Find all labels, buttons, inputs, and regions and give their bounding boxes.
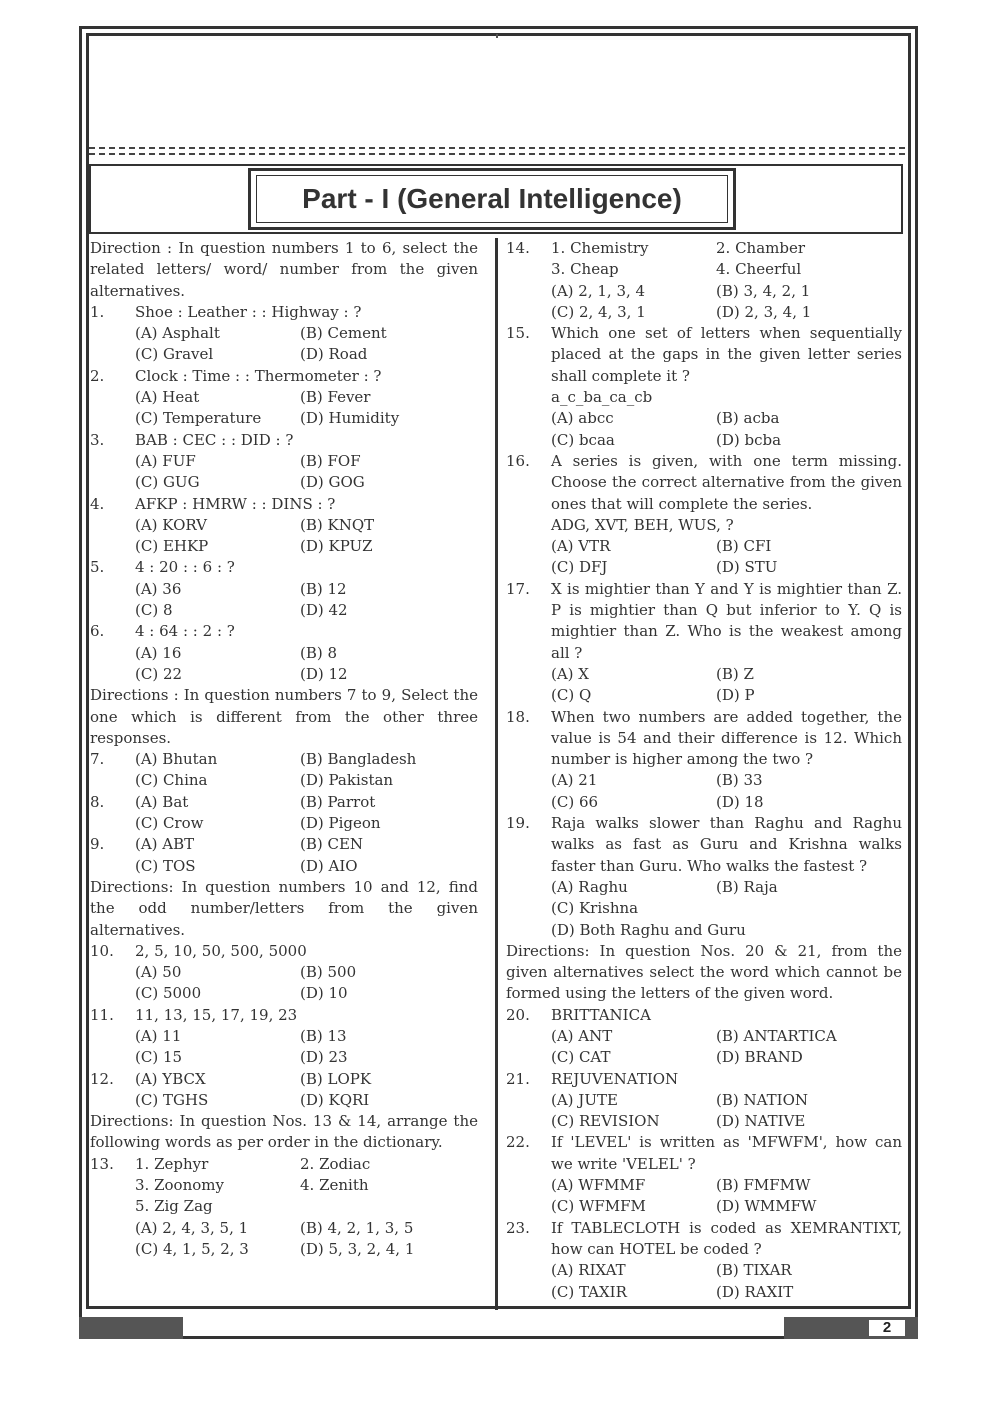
answer-option: (D) STU xyxy=(716,558,778,577)
question-items xyxy=(551,238,902,281)
answer-option: (B) Fever xyxy=(300,388,371,407)
question-text: BAB : CEC : : DID : ? xyxy=(135,430,294,449)
answer-option: (C) DFJ xyxy=(551,558,608,577)
answer-options xyxy=(90,643,478,686)
answer-option: (C) 5000 xyxy=(135,984,202,1003)
question-stem xyxy=(90,1154,478,1218)
question-block xyxy=(90,557,478,621)
question-text: Which one set of letters when sequentially placed at the gaps in the given letter series shall complete it ? xyxy=(551,324,902,385)
answer-option: (A) Raghu xyxy=(551,877,628,896)
question-block xyxy=(506,579,902,707)
question-stem xyxy=(90,430,478,451)
answer-option: (D) bcba xyxy=(716,430,782,449)
answer-option: (D) Humidity xyxy=(300,409,400,428)
question-options xyxy=(135,792,478,835)
question-item: 5. Zig Zag xyxy=(135,1197,213,1216)
answer-option: (D) 42 xyxy=(300,601,348,620)
question-block xyxy=(90,494,478,558)
answer-option: (C) Gravel xyxy=(135,345,214,364)
question-stem xyxy=(506,813,902,877)
question-block xyxy=(506,1069,902,1133)
answer-option: (D) 18 xyxy=(716,792,764,811)
question-block xyxy=(506,238,902,323)
letter-series: ADG, XVT, BEH, WUS, ? xyxy=(551,515,734,534)
answer-options xyxy=(90,451,478,494)
question-block xyxy=(90,430,478,494)
answer-option: (B) Bangladesh xyxy=(300,750,417,769)
question-stem xyxy=(506,323,902,387)
question-block xyxy=(506,1218,902,1303)
question-number: 18. xyxy=(506,707,530,726)
answer-option: (A) 11 xyxy=(135,1026,182,1045)
question-number: 22. xyxy=(506,1133,530,1152)
answer-option: (A) ABT xyxy=(135,835,195,854)
answer-option: (A) YBCX xyxy=(135,1069,206,1088)
answer-options xyxy=(506,770,902,813)
question-text: A series is given, with one term missing. Choose the correct alternative from the given ones that will complete the series. xyxy=(551,451,902,513)
question-stem xyxy=(506,1132,902,1175)
question-text: Clock : Time : : Thermometer : ? xyxy=(135,366,382,385)
page-number: 2 xyxy=(869,1320,905,1336)
answer-options xyxy=(90,962,478,1005)
answer-option: (D) GOG xyxy=(300,473,365,492)
answer-option: (A) X xyxy=(551,664,589,683)
answer-options xyxy=(506,1090,902,1133)
answer-option: (C) WFMFM xyxy=(551,1197,646,1216)
answer-options xyxy=(506,1260,902,1303)
answer-option: (A) 2, 4, 3, 5, 1 xyxy=(135,1218,249,1237)
question-number: 14. xyxy=(506,239,530,257)
answer-option: (D) P xyxy=(716,686,755,705)
answer-option: (A) 21 xyxy=(551,771,598,790)
answer-option: (C) TOS xyxy=(135,856,196,875)
question-stem xyxy=(90,834,478,877)
question-number: 7. xyxy=(90,750,105,769)
answer-option: (B) ANTARTICA xyxy=(716,1026,837,1045)
answer-option: (D) 12 xyxy=(300,664,348,683)
answer-option: (C) bcaa xyxy=(551,430,615,449)
answer-option: (A) JUTE xyxy=(551,1090,618,1109)
answer-option: (B) Parrot xyxy=(300,792,376,811)
answer-option: (B) 4, 2, 1, 3, 5 xyxy=(300,1218,414,1237)
question-block xyxy=(90,1069,478,1112)
answer-options xyxy=(506,1175,902,1218)
question-stem xyxy=(90,1069,478,1112)
question-number: 8. xyxy=(90,792,105,811)
question-text: 4 : 20 : : 6 : ? xyxy=(135,558,235,577)
answer-option: (C) 66 xyxy=(551,792,599,811)
question-stem xyxy=(90,494,478,515)
answer-option: (A) KORV xyxy=(135,515,207,534)
answer-option: (A) Asphalt xyxy=(135,324,220,343)
question-block xyxy=(506,1132,902,1217)
question-block xyxy=(90,834,478,877)
answer-option: (D) BRAND xyxy=(716,1048,803,1067)
answer-option: (B) 33 xyxy=(716,771,763,790)
answer-option: (D) Pigeon xyxy=(300,814,381,833)
question-number: 19. xyxy=(506,814,530,833)
answer-option: (C) Temperature xyxy=(135,409,262,428)
question-stem xyxy=(506,451,902,515)
answer-option: (A) 50 xyxy=(135,963,182,982)
directions-text: Direction : In question numbers 1 to 6, select the related letters/ word/ number from the given alternatives. xyxy=(90,239,478,300)
answer-option: (A) VTR xyxy=(551,537,611,556)
question-number: 23. xyxy=(506,1218,530,1237)
answer-option: (D) Pakistan xyxy=(300,771,394,790)
question-stem xyxy=(90,366,478,387)
answer-options xyxy=(90,1218,478,1261)
answer-option: (C) 8 xyxy=(135,601,173,620)
question-stem xyxy=(506,707,902,771)
answer-option: (A) 36 xyxy=(135,579,182,598)
answer-option: (C) TAXIR xyxy=(551,1282,627,1301)
answer-option: (B) 8 xyxy=(300,643,338,662)
question-block xyxy=(506,1005,902,1069)
question-stem xyxy=(506,238,902,281)
question-number: 15. xyxy=(506,324,530,343)
answer-option: (B) CEN xyxy=(300,835,364,854)
question-text: When two numbers are added together, the value is 54 and their difference is 12. Which number is higher among the two ? xyxy=(551,707,902,769)
question-item: 1. Zephyr xyxy=(135,1154,209,1173)
question-stem xyxy=(90,792,478,835)
answer-option: (D) NATIVE xyxy=(716,1112,806,1131)
answer-option: (D) KQRI xyxy=(300,1090,370,1109)
answer-options xyxy=(90,323,478,366)
answer-option: (C) China xyxy=(135,771,208,790)
answer-option: (B) FMFMW xyxy=(716,1176,811,1195)
question-stem xyxy=(506,1218,902,1261)
question-block xyxy=(90,1005,478,1069)
question-stem xyxy=(90,621,478,642)
answer-option: (D) WMMFW xyxy=(716,1197,817,1216)
question-block xyxy=(506,813,902,941)
directions-text: Directions: In question Nos. 13 & 14, arrange the following words as per order in the dictionary. xyxy=(90,1112,478,1152)
question-number: 5. xyxy=(90,558,105,577)
question-number: 4. xyxy=(90,494,105,513)
question-item: 4. Zenith xyxy=(300,1176,369,1195)
question-block xyxy=(90,366,478,430)
question-stem xyxy=(506,1005,902,1026)
question-text: AFKP : HMRW : : DINS : ? xyxy=(135,494,336,513)
question-number: 12. xyxy=(90,1069,114,1088)
answer-option: (A) 16 xyxy=(135,643,182,662)
answer-option: (B) Cement xyxy=(300,324,387,343)
answer-option: (B) NATION xyxy=(716,1090,808,1109)
question-text: BRITTANICA xyxy=(551,1005,651,1024)
question-number: 11. xyxy=(90,1005,114,1024)
answer-option-row xyxy=(506,920,902,941)
answer-options xyxy=(90,387,478,430)
question-stem xyxy=(90,302,478,323)
answer-option: (B) Z xyxy=(716,664,754,683)
question-number: 2. xyxy=(90,366,105,385)
question-item: 2. Chamber xyxy=(716,239,806,257)
answer-option: (C) EHKP xyxy=(135,537,209,556)
question-number: 17. xyxy=(506,579,530,598)
answer-option: (D) KPUZ xyxy=(300,537,373,556)
answer-option: (C) CAT xyxy=(551,1048,611,1067)
answer-options xyxy=(506,1026,902,1069)
answer-option: (B) FOF xyxy=(300,451,361,470)
answer-options xyxy=(90,579,478,622)
answer-options xyxy=(506,877,902,920)
answer-option: (D) 23 xyxy=(300,1048,348,1067)
question-number: 6. xyxy=(90,622,105,641)
right-question-column xyxy=(506,238,902,1303)
question-options xyxy=(135,834,478,877)
question-text: If 'LEVEL' is written as 'MFWFM', how can we write 'VELEL' ? xyxy=(551,1133,902,1173)
answer-options xyxy=(90,515,478,558)
top-tick-mark xyxy=(496,34,498,38)
directions-text: Directions: In question Nos. 20 & 21, from the given alternatives select the word which cannot be formed using the letters of the given word. xyxy=(506,941,902,1003)
header-dashed-rule-bottom xyxy=(89,153,905,155)
answer-option: (B) LOPK xyxy=(300,1069,372,1088)
answer-option: (D) AIO xyxy=(300,856,358,875)
question-number: 10. xyxy=(90,941,114,960)
question-text: If TABLECLOTH is coded as XEMRANTIXT, how can HOTEL be coded ? xyxy=(551,1218,902,1258)
section-title: Part - I (General Intelligence) xyxy=(256,175,728,223)
question-text: REJUVENATION xyxy=(551,1069,679,1088)
left-question-column xyxy=(90,238,478,1260)
answer-options xyxy=(90,1026,478,1069)
question-options xyxy=(135,749,478,792)
question-block xyxy=(90,941,478,1005)
question-block xyxy=(90,1154,478,1260)
question-number: 20. xyxy=(506,1005,530,1024)
question-block xyxy=(90,302,478,366)
header-dashed-rule-top xyxy=(89,147,905,149)
question-number: 3. xyxy=(90,430,105,449)
answer-option: (A) abcc xyxy=(551,409,614,428)
question-text: 4 : 64 : : 2 : ? xyxy=(135,622,235,641)
answer-option: (C) Krishna xyxy=(551,899,639,918)
answer-option: (D) Both Raghu and Guru xyxy=(551,920,746,939)
answer-option: (A) ANT xyxy=(551,1026,613,1045)
answer-option: (B) CFI xyxy=(716,537,772,556)
answer-option: (B) acba xyxy=(716,409,780,428)
question-number: 21. xyxy=(506,1069,530,1088)
question-text: 11, 13, 15, 17, 19, 23 xyxy=(135,1005,298,1024)
answer-option: (C) 15 xyxy=(135,1048,183,1067)
question-block xyxy=(90,792,478,835)
answer-options xyxy=(506,408,902,451)
answer-option: (C) 4, 1, 5, 2, 3 xyxy=(135,1239,249,1258)
question-items xyxy=(135,1154,478,1218)
answer-option: (B) TIXAR xyxy=(716,1261,792,1280)
answer-option: (D) 10 xyxy=(300,984,348,1003)
question-text: X is mightier than Y and Y is mightier than Z. P is mightier than Q but inferior to Y. Q is mightier than Z. Who is the weakest among all ? xyxy=(551,579,902,662)
question-text: Shoe : Leather : : Highway : ? xyxy=(135,302,362,321)
answer-option: (A) Bhutan xyxy=(135,750,218,769)
question-block xyxy=(90,621,478,685)
question-stem xyxy=(90,557,478,578)
question-stem xyxy=(90,1005,478,1026)
question-item: 4. Cheerful xyxy=(716,260,802,279)
question-extra xyxy=(506,515,902,536)
answer-option: (D) Road xyxy=(300,345,368,364)
answer-option: (C) Crow xyxy=(135,814,204,833)
answer-option: (A) Bat xyxy=(135,792,189,811)
question-block xyxy=(506,451,902,579)
answer-options xyxy=(506,664,902,707)
question-number: 16. xyxy=(506,451,530,470)
question-item: 3. Cheap xyxy=(551,260,619,279)
question-text: Raja walks slower than Raghu and Raghu walks as fast as Guru and Krishna walks faster than Guru. Who walks the fastest ? xyxy=(551,814,902,875)
answer-options xyxy=(506,281,902,324)
answer-option: (C) GUG xyxy=(135,473,200,492)
question-stem xyxy=(506,1069,902,1090)
answer-option: (C) Q xyxy=(551,686,592,705)
answer-option: (A) Heat xyxy=(135,388,200,407)
question-options xyxy=(135,1069,478,1112)
answer-option: (D) 2, 3, 4, 1 xyxy=(716,302,812,321)
answer-option: (B) 13 xyxy=(300,1026,347,1045)
question-stem xyxy=(90,941,478,962)
directions-text: Directions : In question numbers 7 to 9, Select the one which is different from the other three responses. xyxy=(90,686,478,747)
answer-option: (C) REVISION xyxy=(551,1112,660,1131)
answer-option: (A) RIXAT xyxy=(551,1261,626,1280)
answer-option: (B) KNQT xyxy=(300,515,375,534)
question-stem xyxy=(90,749,478,792)
answer-option: (D) RAXIT xyxy=(716,1282,794,1301)
column-divider xyxy=(495,238,498,1310)
question-block xyxy=(506,323,902,451)
answer-option: (A) FUF xyxy=(135,451,196,470)
question-extra xyxy=(506,387,902,408)
answer-option: (C) 22 xyxy=(135,664,183,683)
answer-option: (B) Raja xyxy=(716,877,778,896)
answer-option: (A) WFMMF xyxy=(551,1176,646,1195)
question-text: 2, 5, 10, 50, 500, 5000 xyxy=(135,941,307,960)
question-item: 3. Zoonomy xyxy=(135,1176,224,1195)
answer-option: (A) 2, 1, 3, 4 xyxy=(551,281,646,300)
answer-option: (D) 5, 3, 2, 4, 1 xyxy=(300,1239,415,1258)
directions-text: Directions: In question numbers 10 and 12, find the odd number/letters from the given alternatives. xyxy=(90,877,478,939)
question-number: 13. xyxy=(90,1154,114,1173)
answer-options xyxy=(506,536,902,579)
footer-bar-left xyxy=(79,1317,183,1339)
answer-option: (B) 500 xyxy=(300,963,357,982)
answer-option: (C) 2, 4, 3, 1 xyxy=(551,302,646,321)
answer-option: (B) 12 xyxy=(300,579,347,598)
question-number: 1. xyxy=(90,302,105,321)
question-block xyxy=(506,707,902,813)
answer-option: (C) TGHS xyxy=(135,1090,209,1109)
question-stem xyxy=(506,579,902,664)
question-item: 2. Zodiac xyxy=(300,1154,371,1173)
letter-series: a_c_ba_ca_cb xyxy=(551,388,653,407)
answer-option: (B) 3, 4, 2, 1 xyxy=(716,281,811,300)
question-number: 9. xyxy=(90,835,105,854)
question-block xyxy=(90,749,478,792)
question-item: 1. Chemistry xyxy=(551,239,649,257)
